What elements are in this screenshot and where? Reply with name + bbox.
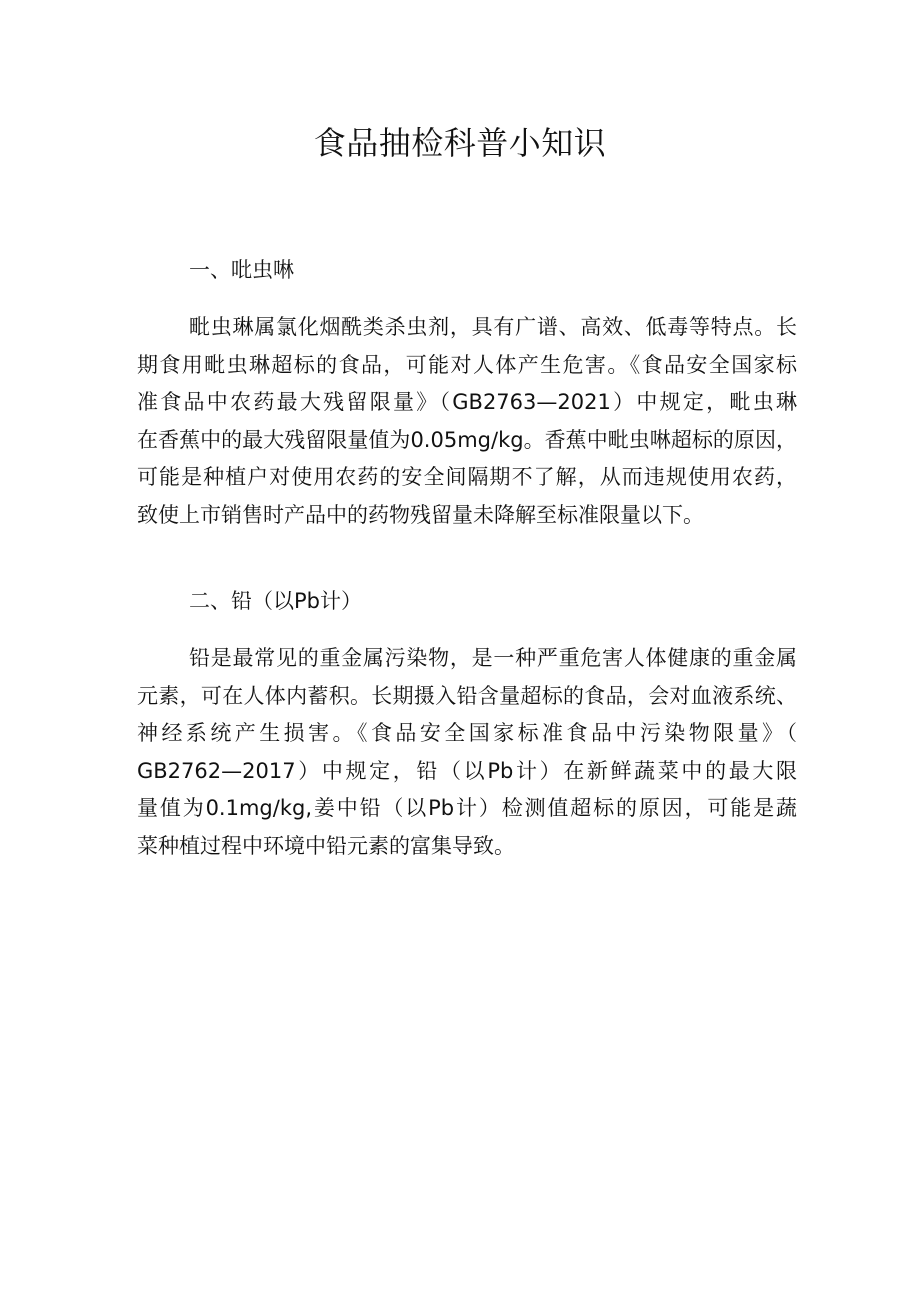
- paragraph-line: 在香蕉中的最大残留限量值为0.05mg∕kg。香蕉中毗虫啉超标的原因，: [137, 427, 797, 452]
- document-title: 食品抽检科普小知识: [313, 124, 607, 162]
- paragraph-line: 期食用毗虫琳超标的食品，可能对人体产生危害。《食品安全国家标: [137, 352, 797, 377]
- paragraph-line: 毗虫琳属氯化烟酰类杀虫剂，具有广谱、高效、低毒等特点。长: [189, 315, 797, 339]
- paragraph-line: 菜种植过程中环境中铅元素的富集导致。: [137, 833, 515, 858]
- section-body-imidacloprid: [137, 309, 797, 535]
- paragraph-line: 致使上市销售时产品中的药物残留量未降解至标准限量以下。: [137, 502, 704, 527]
- paragraph-line: 神经系统产生损害。《食品安全国家标准食品中污染物限量》（: [137, 721, 797, 746]
- section-heading-lead: 二、铅（以Pb计）: [189, 589, 362, 613]
- paragraph-line: 可能是种植户对使用农药的安全间隔期不了解，从而违规使用农药，: [137, 465, 797, 490]
- section-body-lead: [137, 640, 797, 866]
- paragraph-line: 量值为0.1mg∕kg,姜中铅（以Pb计）检测值超标的原因，可能是蔬: [137, 796, 797, 821]
- paragraph-line: 准食品中农药最大残留限量》（GB2763—2021）中规定，毗虫琳: [137, 390, 797, 415]
- paragraph-line: 铅是最常见的重金属污染物，是一种严重危害人体健康的重金属: [189, 646, 797, 670]
- paragraph-line: 元素，可在人体内蓄积。长期摄入铅含量超标的食品，会对血液系统、: [137, 683, 797, 708]
- section-heading-imidacloprid: 一、吡虫啉: [189, 258, 294, 282]
- paragraph-line: GB2762—2017）中规定，铅（以Pb计）在新鲜蔬菜中的最大限: [137, 758, 797, 783]
